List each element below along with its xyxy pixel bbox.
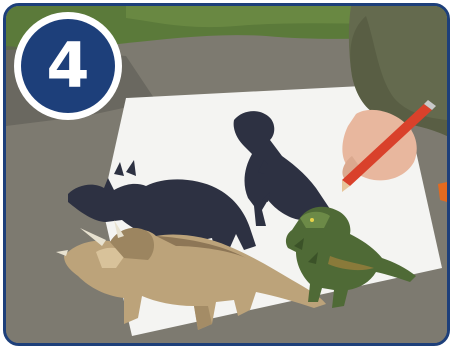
photo-frame bbox=[3, 3, 450, 346]
step-number-badge bbox=[14, 12, 122, 120]
step-number-circle bbox=[21, 19, 115, 113]
step-number: 4 bbox=[46, 29, 90, 102]
